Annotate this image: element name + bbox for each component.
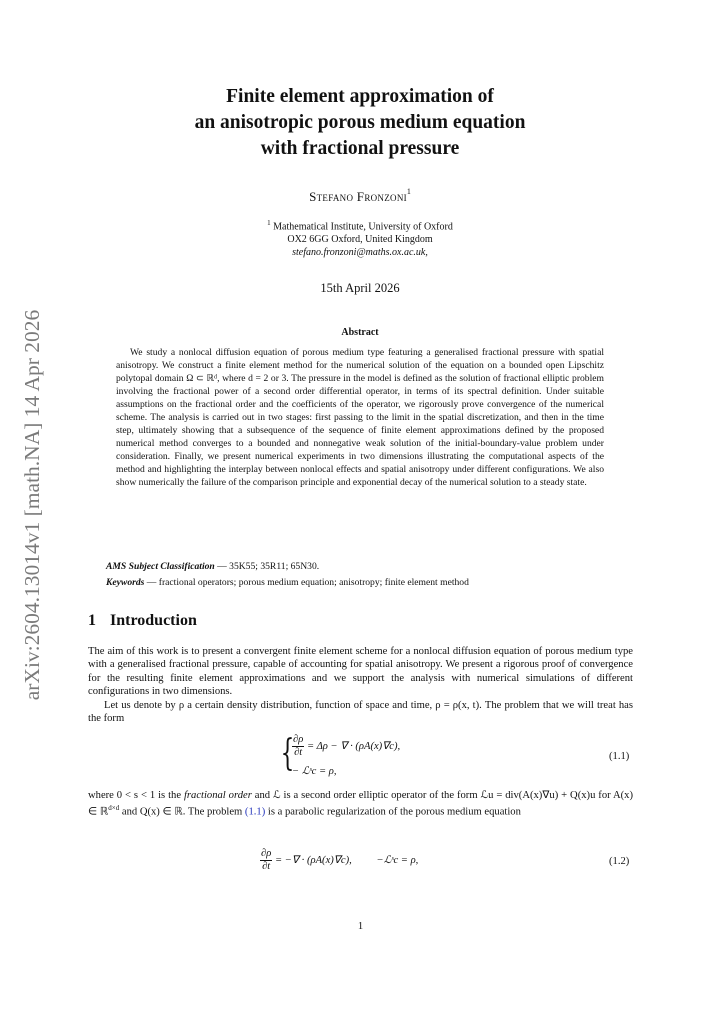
equation-1-2 (260, 848, 418, 873)
paper-date: 15th April 2026 (320, 281, 400, 295)
page-number: 1 (357, 921, 364, 932)
intro-paragraph-1: The aim of this work is to present a convergent finite element scheme for a nonlocal diffusion equation of porous medium type with a generalised fractional pressure, capable of accounting for spatial anisotropy. We present a rigorous proof of convergence for the resulting finite element approximations and we support the analysis with numerical simulations of different configurations in two dimensions. (88, 646, 633, 698)
arxiv-stamp: arXiv:2604.13014v1 [math.NA] 14 Apr 2026 (20, 309, 44, 701)
equation-reference-link[interactable]: (1.1) (244, 806, 266, 818)
affiliation-marker: 1 (267, 219, 271, 227)
ams-separator: — (217, 561, 227, 572)
abstract-heading: Abstract (341, 327, 379, 338)
equation-brace: { (280, 733, 295, 774)
fraction-denominator-2: ∂t (262, 861, 271, 872)
equation-1-1-rhs: = Δρ − ∇ · (ρA(x)∇c), (306, 740, 401, 752)
keywords-value: fractional operators; porous medium equation; anisotropy; finite element method (158, 577, 469, 588)
equation-1-2-label: (1.2) (609, 856, 630, 867)
keywords-label: Keywords (106, 577, 145, 588)
intro-paragraph-3 (88, 789, 633, 819)
equation-1-2-rhs: = −∇ · (ρA(x)∇c), (274, 854, 352, 866)
affiliation (90, 217, 630, 259)
intro-paragraphs (88, 645, 633, 725)
para3-part-d: is a parabolic regularization of the porous medium equation (265, 806, 521, 818)
keywords-separator: — (146, 577, 157, 588)
ams-classification (106, 561, 646, 572)
author (90, 189, 630, 205)
equation-1-1-line-1 (292, 734, 400, 759)
fraction-numerator-2: ∂ρ (261, 848, 272, 859)
abstract-text: We study a nonlocal diffusion equation of porous medium type featuring a generalised fractional pressure with spatial anisotropy. We construct a finite element method for the numerical solution of the equation on a bounded open Lipschitz polytopal domain Ω ⊂ ℝᵈ, where d = 2 or 3. The pressure in the model is defined as the solution of fractional elliptic problem involving the fractional power of a second order differential operator, in terms of its spectral definition. Under suitable assumptions on the fractional order and the coefficients of the operator, we rigorously prove convergence of the numerical scheme. The analysis is carried out in two stages: first passing to the limit in the spatial discretization, and then in the time step, ultimately showing that a subsequence of the sequence of finite element approximations defined by the proposed numerical method converges to a bounded and nonnegative weak solution of the initial-boundary-value problem under consideration. Finally, we present numerical experiments in two dimensions illustrating the computational aspects of the method and highlighting the interplay between nonlocal effects and spatial anisotropy under different configurations. We also show numerically the failure of the comparison principle and exponential decay of the numerical solution to a steady state. (116, 347, 604, 488)
affiliation-line-1: Mathematical Institute, University of Oxford (273, 221, 453, 233)
section-number: 1 (88, 612, 96, 629)
author-marker: 1 (406, 187, 411, 196)
author-email: stefano.fronzoni@maths.ox.ac.uk, (292, 247, 428, 259)
equation-1-1-line-2: − ℒˢc = ρ, (292, 766, 337, 777)
time-derivative-fraction (292, 734, 304, 759)
title-line-3: with fractional pressure (260, 138, 460, 159)
fraction-denominator: ∂t (294, 747, 303, 758)
author-name: Stefano Fronzoni (309, 189, 407, 204)
abstract-body (116, 347, 604, 489)
keywords (106, 577, 646, 588)
title-line-2: an anisotropic porous medium equation (194, 112, 526, 133)
paper-title (90, 84, 630, 162)
para3-part-c: and Q(x) ∈ ℝ. The problem (119, 806, 245, 818)
title-line-1: Finite element approximation of (226, 86, 494, 107)
ams-value: 35K55; 35R11; 65N30. (229, 561, 320, 572)
para3-part-b: and ℒ is a second order elliptic operator of the form ℒu = div(A(x)∇u) + Q(x)u for A(x) ∈ ℝ (88, 790, 633, 818)
section-heading (88, 612, 197, 630)
intro-paragraph-2: Let us denote by ρ a certain density distribution, function of space and time, ρ = ρ(x, t). The problem that we will treat has the form (88, 699, 633, 725)
para3-part-a: where 0 < s < 1 is the (88, 790, 184, 801)
matrix-dimension: d×d (108, 804, 120, 813)
time-derivative-fraction-2 (260, 848, 272, 873)
equation-1-2-rhs-2: −ℒˢc = ρ, (376, 854, 419, 866)
equation-1-1-label: (1.1) (609, 751, 630, 762)
fraction-numerator: ∂ρ (293, 734, 304, 745)
ams-label: AMS Subject Classification (106, 561, 215, 572)
section-title: Introduction (110, 612, 197, 629)
affiliation-line-2: OX2 6GG Oxford, United Kingdom (287, 234, 433, 246)
fractional-order-term: fractional order (183, 790, 252, 801)
